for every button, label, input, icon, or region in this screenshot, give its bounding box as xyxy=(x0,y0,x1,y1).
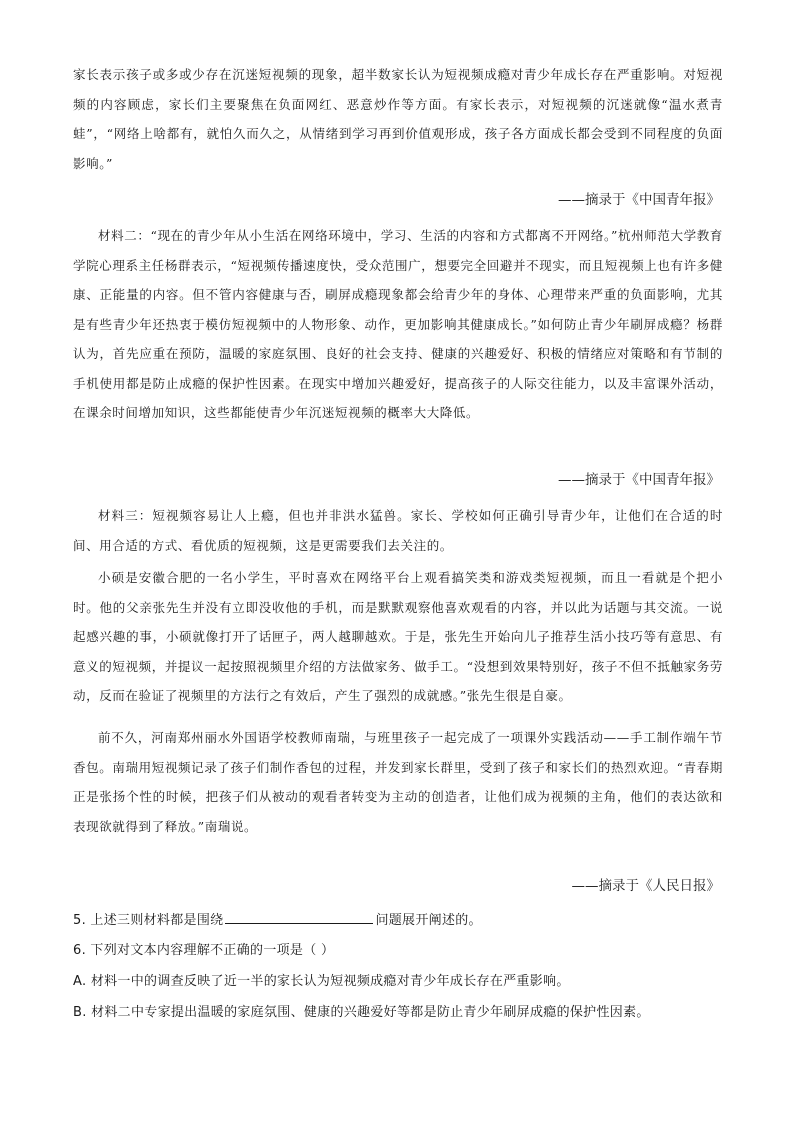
question-5-prefix: 5. 上述三则材料都是围绕 xyxy=(73,913,224,928)
material1-paragraph: 家长表示孩子或多或少存在沉迷短视频的现象，超半数家长认为短视频成瘾对青少年成长存在严重影响。对短视频的内容顾虑，家长们主要聚焦在负面网红、恶意炒作等方面。有家长表示，对短视频的沉迷就像“温水煮青蛙”，“网络上啥都有，就怕久而久之，从情绪到学习再到价值观形成，孩子各方面成长都会受到不同程度的负面影响。” xyxy=(73,67,723,171)
material3-intro-paragraph: 材料三：短视频容易让人上瘾，但也并非洪水猛兽。家长、学校如何正确引导青少年，让他们在合适的时间、用合适的方式、看优质的短视频，这是更需要我们去关注的。 xyxy=(73,508,723,553)
material2-paragraph: 材料二：“现在的青少年从小生活在网络环境中，学习、生活的内容和方式都离不开网络。”杭州师范大学教育学院心理系主任杨群表示，“短视频传播速度快，受众范围广，想要完全回避并不现实，而且短视频上也有许多健康、正能量的内容。但不管内容健康与否，刷屏成瘾现象都会给青少年的身体、心理带来严重的负面影响，尤其是有些青少年还热衷于模仿短视频中的人物形象、动作，更加影响其健康成长。”如何防止青少年刷屏成瘾？杨群认为，首先应重在预防，温暖的家庭氛围、良好的社会支持、健康的兴趣爱好、积极的情绪应对策略和有节制的手机使用都是防止成瘾的保护性因素。在现实中增加兴趣爱好，提高孩子的人际交往能力，以及丰富课外活动，在课余时间增加知识，这些都能使青少年沉迷短视频的概率大大降低。 xyxy=(73,228,723,420)
material3-story2-paragraph: 前不久，河南郑州丽水外国语学校教师南瑞，与班里孩子一起完成了一项课外实践活动——手工制作端午节香包。南瑞用短视频记录了孩子们制作香包的过程，并发到家长群里，受到了孩子和家长们的热烈欢迎。“青春期正是张扬个性的时候，把孩子们从被动的观看者转变为主动的创造者，让他们成为视频的主角，他们的表达欲和表现欲就得到了释放。”南瑞说。 xyxy=(73,730,723,834)
option-b: B. 材料二中专家提出温暖的家庭氛围、健康的兴趣爱好等都是防止青少年刷屏成瘾的保护性因素。 xyxy=(73,1005,650,1020)
material2-source: ——摘录于《中国青年报》 xyxy=(558,472,720,488)
answer-blank[interactable] xyxy=(225,909,373,924)
material3-source: ——摘录于《人民日报》 xyxy=(571,878,720,894)
option-a: A. 材料一中的调查反映了近一半的家长认为短视频成瘾对青少年成长存在严重影响。 xyxy=(73,974,570,989)
question-5-suffix: 问题展开阐述的。 xyxy=(375,913,482,928)
material3-story1-paragraph: 小硕是安徽合肥的一名小学生，平时喜欢在网络平台上观看搞笑类和游戏类短视频，而且一看就是个把小时。他的父亲张先生并没有立即没收他的手机，而是默默观察他喜欢观看的内容，并以此为话题与其交流。一说起感兴趣的事，小硕就像打开了话匣子，两人越聊越欢。于是，张先生开始向儿子推荐生活小技巧等有意思、有意义的短视频，并提议一起按照视频里介绍的方法做家务、做手工。“没想到效果特别好，孩子不但不抵触家务劳动，反而在验证了视频里的方法行之有效后，产生了强烈的成就感。”张先生很是自豪。 xyxy=(73,570,723,703)
question-6: 6. 下列对文本内容理解不正确的一项是（ ） xyxy=(73,943,335,958)
material1-source: ——摘录于《中国青年报》 xyxy=(558,192,720,208)
question-5 xyxy=(73,909,733,931)
